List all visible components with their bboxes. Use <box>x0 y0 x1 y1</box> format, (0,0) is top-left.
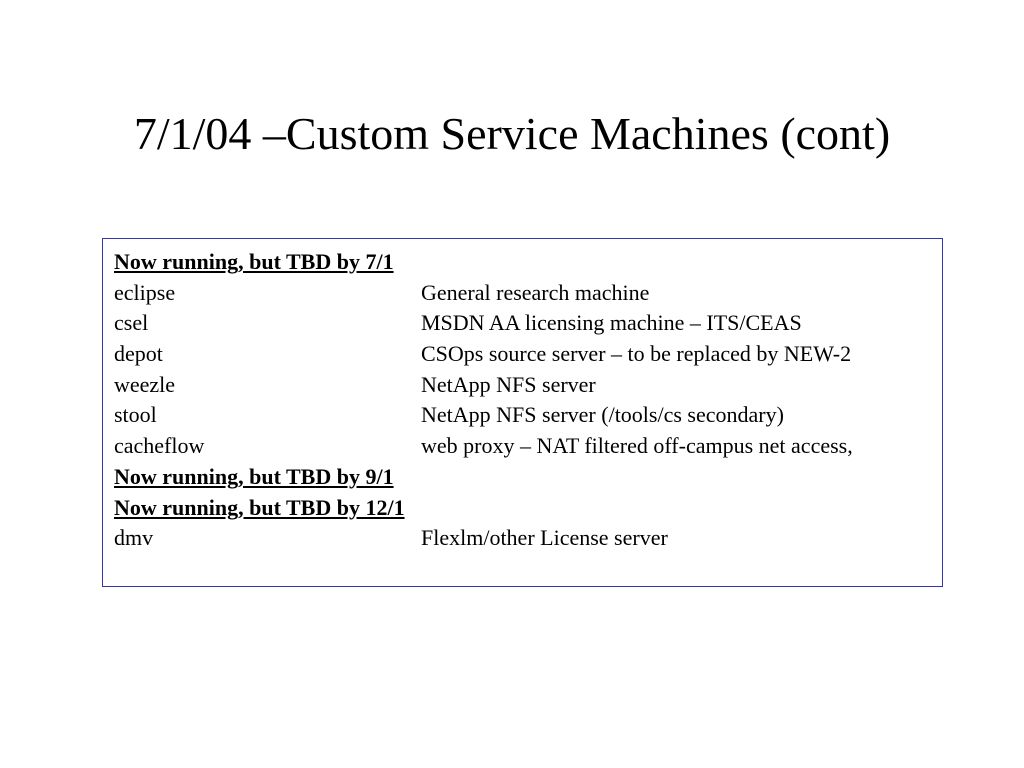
machine-description: web proxy – NAT filtered off-campus net access, <box>421 433 853 459</box>
machine-name: csel <box>114 310 149 336</box>
section-heading: Now running, but TBD by 7/1 <box>114 249 394 274</box>
section-heading: Now running, but TBD by 9/1 <box>114 463 394 489</box>
machine-row <box>114 523 942 554</box>
content-box <box>102 238 943 587</box>
machine-name: dmv <box>114 525 154 551</box>
section-heading-line <box>114 462 942 493</box>
machine-name: depot <box>114 341 163 367</box>
section-heading-line <box>114 247 942 278</box>
machine-name: stool <box>114 402 157 428</box>
machine-description: General research machine <box>421 279 650 305</box>
machine-description: CSOps source server – to be replaced by NEW-2 <box>421 341 852 367</box>
machine-row <box>114 400 942 431</box>
machine-row <box>114 370 942 401</box>
machine-name: weezle <box>114 371 176 397</box>
machine-row <box>114 431 942 462</box>
machine-row <box>114 308 942 339</box>
machine-name: eclipse <box>114 279 176 305</box>
section-heading-line <box>114 493 942 524</box>
machine-row <box>114 278 942 309</box>
machine-name: cacheflow <box>114 433 205 459</box>
slide-title: 7/1/04 –Custom Service Machines (cont) <box>133 108 891 159</box>
machine-description: Flexlm/other License server <box>421 525 668 551</box>
section-heading: Now running, but TBD by 12/1 <box>114 494 405 520</box>
machine-row <box>114 339 942 370</box>
machine-description: NetApp NFS server (/tools/cs secondary) <box>421 402 784 428</box>
machine-description: MSDN AA licensing machine – ITS/CEAS <box>421 310 802 336</box>
machine-description: NetApp NFS server <box>421 371 596 397</box>
